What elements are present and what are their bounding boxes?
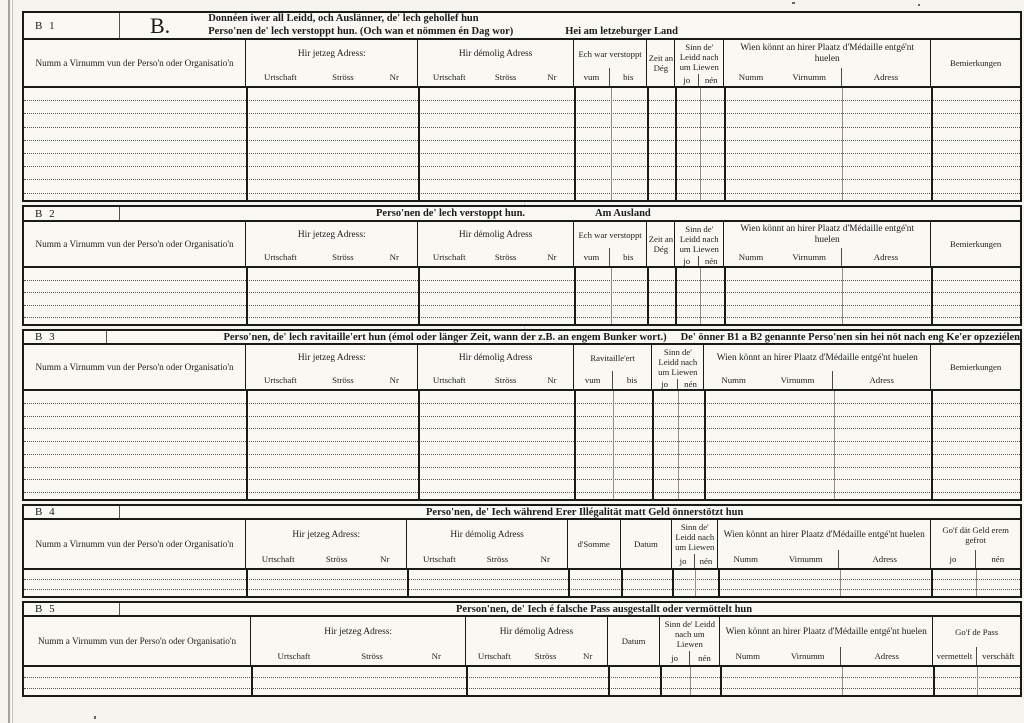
section-b1-title-right: Hei am letzeburger Land — [565, 25, 678, 37]
col-header-geld-erem-gefrot — [931, 520, 1020, 568]
col-label-datum: Datum — [634, 539, 658, 549]
col-header-jetzeg-adress — [246, 345, 418, 389]
sub-col-label: jo — [660, 651, 689, 665]
ruled-row — [24, 468, 1020, 481]
column-divider — [704, 391, 706, 499]
form-page — [22, 11, 1022, 700]
col-label-demolig-adress: Hir démolig Adress — [450, 529, 524, 540]
sub-col-label: Ströss — [332, 375, 354, 385]
sub-col-label: Urtschaft — [477, 651, 511, 661]
sub-col-label: nén — [698, 653, 711, 663]
column-divider — [647, 88, 649, 200]
col-header-demolig-adress — [407, 520, 567, 568]
col-label-zeit-an-deg: Zeit an Dég — [648, 234, 674, 254]
sub-col-label: Urtschaft — [263, 375, 297, 385]
col-header-datum — [621, 520, 673, 568]
ruled-row — [24, 180, 1020, 193]
col-header-jetzeg-adress — [246, 222, 418, 266]
sub-column-divider — [611, 268, 612, 324]
sub-col-label: Nr — [547, 72, 557, 82]
sub-col-label: Urtschaft — [432, 252, 466, 262]
col-header-jetzeg-adress — [246, 40, 418, 86]
col-label-datum: Datum — [621, 636, 646, 646]
sub-col-label: nén — [704, 75, 718, 85]
sub-header-row — [672, 554, 717, 568]
column-divider — [621, 570, 623, 596]
col-label-zeit-an-deg: Zeit an Dég — [648, 53, 674, 73]
sub-header-row — [720, 647, 932, 665]
sub-header-row — [246, 371, 417, 389]
col-header-demolig-adress — [466, 617, 607, 665]
table-b2-body — [24, 268, 1020, 324]
ruled-row — [24, 114, 1020, 127]
sub-col-label: bis — [623, 252, 634, 262]
ruled-row — [24, 101, 1020, 114]
column-divider — [933, 667, 935, 695]
sub-col-label: Ströss — [361, 651, 383, 661]
col-header-demolig-adress — [418, 345, 573, 389]
sub-col-label: nén — [704, 256, 718, 266]
col-header-jetzeg-adress — [251, 617, 466, 665]
col-label-bemierkungen: Bemierkungen — [950, 362, 1002, 372]
section-b2-header-bar — [24, 207, 1020, 222]
column-divider — [675, 268, 677, 324]
col-header-demolig-adress — [418, 222, 573, 266]
form-section-b2 — [22, 205, 1022, 326]
sub-col-label: Numm — [738, 252, 764, 262]
sub-column-divider — [977, 667, 978, 695]
section-b4-title — [120, 507, 1020, 518]
ruled-row — [24, 678, 1020, 689]
sub-header-row — [724, 68, 930, 86]
col-label-numm: Numm a Virnumm vun der Perso'n oder Organisatio'n — [35, 57, 234, 68]
sub-col-label: Nr — [547, 375, 557, 385]
section-b3-id: B 3 — [24, 331, 107, 343]
ruled-row — [24, 306, 1020, 319]
ruled-row — [24, 167, 1020, 180]
sub-col-label: verschäft — [982, 651, 1015, 661]
sub-col-label: nén — [684, 379, 697, 389]
sub-col-label: Adress — [873, 252, 899, 262]
section-b1-id: B 1 — [24, 13, 120, 38]
col-header-zeit-an-deg — [647, 222, 675, 266]
column-divider — [407, 570, 409, 596]
sub-column-divider — [842, 268, 843, 324]
column-divider — [568, 570, 570, 596]
section-b1-title-line2: Perso'nen de' lech verstoppt hun. (Och wan et nömmen én Dag wor) — [208, 25, 514, 37]
sub-header-row — [251, 647, 465, 665]
col-label-medaille: Wien könnt an hirer Plaatz d'Médaille entgé'nt huelen — [723, 529, 925, 540]
col-label-bemierkungen: Bemierkungen — [950, 58, 1002, 68]
ruled-row — [24, 667, 1020, 678]
sub-col-label: Urtschaft — [263, 72, 297, 82]
col-label-bemierkungen: Bemierkungen — [950, 239, 1002, 249]
col-label-um-liewen: Sinn de' Leidd nach um Liewen — [679, 42, 719, 72]
ruled-row — [24, 417, 1020, 430]
section-b5-id: B 5 — [24, 603, 120, 615]
section-b2-title-main: Perso'nen de' lech verstoppt hun. — [376, 208, 526, 219]
col-label-um-liewen: Sinn de' Leidd nach um Liewen — [675, 522, 715, 552]
col-label-somme: d'Somme — [577, 539, 610, 549]
col-label-medaille: Wien könnt an hirer Plaatz d'Médaille entgé'nt huelen — [740, 43, 915, 64]
sub-column-divider — [695, 570, 696, 596]
sub-header-row — [407, 550, 566, 568]
form-section-b5 — [22, 601, 1022, 697]
table-b4-column-headers — [24, 520, 1020, 570]
col-label-medaille: Wien könnt an hirer Plaatz d'Médaille entgé'nt huelen — [716, 352, 918, 363]
sub-header-row — [574, 68, 647, 86]
ruled-row — [24, 88, 1020, 101]
col-header-medaille — [724, 222, 931, 266]
col-header-somme — [568, 520, 621, 568]
col-label-demolig-adress: Hir démolig Adress — [458, 352, 533, 363]
col-header-numm — [24, 345, 246, 389]
sub-column-divider — [700, 268, 701, 324]
col-header-um-liewen — [660, 617, 720, 665]
sub-col-label: Urtschaft — [263, 252, 297, 262]
sub-col-label: Ströss — [534, 651, 557, 661]
table-b3-column-headers — [24, 345, 1020, 391]
sub-col-label: Virnumm — [778, 248, 842, 266]
ruled-row — [24, 293, 1020, 306]
col-header-medaille — [704, 345, 931, 389]
sub-col-label: Numm — [721, 375, 746, 385]
col-label-um-liewen: Sinn de' Leidd nach um Liewen — [658, 347, 698, 377]
col-header-um-liewen — [652, 345, 704, 389]
sub-header-row — [574, 248, 647, 266]
column-divider — [246, 391, 248, 499]
col-header-numm — [24, 520, 246, 568]
sub-header-row — [675, 256, 723, 266]
sub-col-label: Urtschaft — [432, 72, 466, 82]
section-b1-title — [208, 13, 678, 38]
sub-column-divider — [700, 88, 701, 200]
column-divider — [466, 667, 468, 695]
sub-col-label: Ströss — [494, 72, 517, 82]
col-header-um-liewen — [675, 222, 724, 266]
col-label-demolig-adress: Hir démolig Adress — [499, 626, 574, 637]
column-divider — [931, 268, 933, 324]
col-header-verstoppt — [574, 222, 648, 266]
col-label-ravitailleert: Ravitaille'ert — [590, 353, 635, 363]
ruled-row — [24, 281, 1020, 294]
sub-col-label: jo — [652, 379, 677, 389]
ruled-row — [24, 404, 1020, 417]
section-b5-title — [120, 604, 1020, 615]
ruled-row — [24, 580, 1020, 590]
sub-header-row — [718, 550, 930, 568]
column-divider — [672, 570, 674, 596]
sub-col-label: vum — [574, 371, 613, 389]
sub-col-label: vermettelt — [933, 647, 976, 665]
sub-col-label: Ströss — [332, 72, 354, 82]
sub-column-divider — [842, 88, 843, 200]
sub-col-label: Numm — [733, 554, 758, 564]
sub-column-divider — [840, 570, 841, 596]
sub-col-label: jo — [675, 256, 699, 266]
sub-column-divider — [678, 391, 679, 499]
col-header-bemierkungen — [931, 345, 1020, 389]
section-b1-title-line1: Donnéen iwer all Leidd, och Auslänner, de' lech gehollef hun — [208, 13, 479, 24]
section-b3-title-main: Perso'nen, de' lech ravitaille'ert hun (émol oder länger Zeit, wann der z.B. an engem Bunker wort.) — [223, 331, 667, 343]
sub-header-row — [574, 371, 652, 389]
ruled-row — [24, 442, 1020, 455]
sub-col-label: Nr — [582, 651, 593, 661]
col-label-medaille: Wien könnt an hirer Plaatz d'Médaille entgé'nt huelen — [740, 224, 915, 245]
sub-col-label: jo — [931, 550, 975, 568]
sub-header-row — [418, 68, 572, 86]
sub-col-label: Virnumm — [763, 371, 833, 389]
col-label-numm: Numm a Virnumm vun der Perso'n oder Organisatio'n — [35, 238, 234, 249]
section-b3-title — [107, 332, 1020, 343]
col-header-jetzeg-adress — [246, 520, 407, 568]
ruled-row — [24, 268, 1020, 281]
sub-col-label: Virnumm — [775, 647, 841, 665]
column-divider — [418, 391, 420, 499]
column-divider — [418, 88, 420, 200]
scan-speck — [94, 716, 96, 719]
sub-col-label: Nr — [389, 375, 399, 385]
col-label-gof-de-pass: Go'f de Pass — [955, 627, 999, 637]
sub-column-divider — [842, 667, 843, 695]
column-divider — [574, 88, 576, 200]
sub-column-divider — [690, 667, 691, 695]
table-b1-body — [24, 88, 1020, 200]
sub-column-divider — [611, 88, 612, 200]
col-label-demolig-adress: Hir démolig Adress — [458, 48, 533, 59]
col-label-verstoppt: Ech war verstoppt — [578, 230, 642, 240]
sub-header-row — [724, 248, 930, 266]
scan-speck — [918, 4, 920, 6]
sub-col-label: Nr — [389, 252, 399, 262]
sub-col-label: Urtschaft — [277, 651, 311, 661]
col-label-jetzeg-adress: Hir jetzeg Adress: — [297, 48, 366, 59]
form-section-b1 — [22, 11, 1022, 202]
sub-col-label: Urtschaft — [422, 554, 456, 564]
ruled-row — [24, 455, 1020, 468]
sub-col-label: Adress — [872, 554, 897, 564]
section-b4-id: B 4 — [24, 506, 120, 518]
sub-col-label: Nr — [431, 651, 441, 661]
column-divider — [718, 570, 720, 596]
column-divider — [724, 268, 726, 324]
col-label-medaille: Wien könnt an hirer Plaatz d'Médaille entgé'nt huelen — [725, 626, 927, 637]
table-b2-column-headers — [24, 222, 1020, 268]
column-divider — [724, 88, 726, 200]
sub-col-label: Ströss — [332, 252, 354, 262]
sub-col-label: jo — [675, 74, 699, 86]
section-b3-title-note: De' önner B1 a B2 genannte Perso'nen sin hei nöt nach eng Ke'er opzeziélen — [680, 331, 1020, 343]
col-header-um-liewen — [675, 40, 724, 86]
column-divider — [246, 570, 248, 596]
section-b2-title — [120, 208, 1020, 219]
section-b1-header-bar — [24, 13, 1020, 40]
column-divider — [251, 667, 253, 695]
sub-col-label: vum — [574, 68, 610, 86]
col-header-medaille — [720, 617, 933, 665]
col-header-numm — [24, 222, 246, 266]
sub-header-row — [246, 550, 406, 568]
sub-header-row — [660, 651, 719, 665]
column-divider — [931, 391, 933, 499]
col-header-um-liewen — [672, 520, 718, 568]
col-label-numm: Numm a Virnumm vun der Perso'n oder Organisatio'n — [35, 361, 234, 372]
ruled-row — [24, 391, 1020, 404]
ruled-row — [24, 141, 1020, 154]
col-label-jetzeg-adress: Hir jetzeg Adress: — [297, 229, 366, 240]
col-header-medaille — [718, 520, 931, 568]
sub-col-label: Adress — [874, 651, 899, 661]
section-b2-title-note: Am Ausland — [595, 208, 651, 219]
section-b2-id: B 2 — [24, 207, 120, 220]
table-b5-column-headers — [24, 617, 1020, 667]
sub-col-label: Nr — [380, 554, 390, 564]
col-header-bemierkungen — [931, 222, 1020, 266]
section-b5-header-bar — [24, 603, 1020, 617]
section-b4-header-bar — [24, 506, 1020, 520]
column-divider — [647, 268, 649, 324]
sub-col-label: Ströss — [486, 554, 509, 564]
sub-header-row — [418, 248, 572, 266]
column-divider — [246, 268, 248, 324]
ruled-row — [24, 154, 1020, 167]
col-header-zeit-an-deg — [647, 40, 675, 86]
sub-col-label: Nr — [547, 252, 557, 262]
col-label-jetzeg-adress: Hir jetzeg Adress: — [324, 626, 392, 637]
sub-col-label: vum — [574, 248, 610, 266]
sub-col-label: Ströss — [494, 252, 517, 262]
column-divider — [608, 667, 610, 695]
col-label-geld-erem-gefrot: Go'f dät Geld erem gefrot — [942, 525, 1009, 545]
col-label-numm: Numm a Virnumm vun der Perso'n oder Organisatio'n — [37, 635, 237, 646]
col-label-jetzeg-adress: Hir jetzeg Adress: — [297, 352, 366, 363]
scan-margin-rule — [8, 0, 13, 723]
sub-col-label: Ströss — [494, 375, 517, 385]
sub-col-label: Numm — [738, 72, 764, 82]
sub-col-label: jo — [672, 554, 694, 568]
sub-col-label: Adress — [869, 375, 894, 385]
column-divider — [931, 570, 933, 596]
sub-col-label: Numm — [735, 651, 760, 661]
col-label-um-liewen: Sinn de' Leidd nach um Liewen — [679, 224, 719, 254]
sub-column-divider — [976, 570, 977, 596]
col-header-datum — [608, 617, 661, 665]
ruled-row — [24, 480, 1020, 493]
sub-column-divider — [834, 391, 835, 499]
sub-col-label: Nr — [389, 72, 399, 82]
col-label-jetzeg-adress: Hir jetzeg Adress: — [292, 529, 361, 540]
section-b3-header-bar — [24, 331, 1020, 345]
sub-col-label: Nr — [540, 554, 550, 564]
ruled-row — [24, 128, 1020, 141]
sub-header-row — [675, 74, 723, 86]
sub-col-label: Ströss — [325, 554, 348, 564]
column-divider — [931, 88, 933, 200]
column-divider — [574, 268, 576, 324]
sub-header-row — [466, 647, 606, 665]
sub-header-row — [933, 647, 1020, 665]
column-divider — [660, 667, 662, 695]
sub-header-row — [246, 248, 417, 266]
sub-col-label: Virnumm — [778, 68, 842, 86]
col-header-gof-de-pass — [933, 617, 1020, 665]
sub-col-label: Virnumm — [773, 550, 839, 568]
sub-header-row — [704, 371, 930, 389]
form-section-b3 — [22, 329, 1022, 501]
table-b1-column-headers — [24, 40, 1020, 88]
sub-col-label: Adress — [873, 72, 899, 82]
col-header-bemierkungen — [931, 40, 1020, 86]
sub-col-label: Urtschaft — [261, 554, 295, 564]
col-header-ravitailleert — [574, 345, 653, 389]
col-label-um-liewen: Sinn de' Leidd nach um Liewen — [664, 619, 715, 649]
section-b4-title-main: Perso'nen, de' Iech während Erer Illégalität matt Geld önnerstötzt hun — [426, 506, 744, 518]
section-b1-letter: B. — [150, 12, 171, 38]
sub-col-label: Urtschaft — [432, 375, 466, 385]
column-divider — [246, 88, 248, 200]
table-b3-body — [24, 391, 1020, 499]
table-b4-body — [24, 570, 1020, 596]
column-divider — [675, 88, 677, 200]
sub-column-divider — [613, 391, 614, 499]
col-header-medaille — [724, 40, 931, 86]
column-divider — [418, 268, 420, 324]
ruled-row — [24, 429, 1020, 442]
section-b5-title-main: Person'nen, de' Iech é falsche Pass ausgestallt oder vermöttelt hun — [456, 603, 753, 615]
col-label-verstoppt: Ech war verstoppt — [578, 49, 642, 59]
col-header-numm — [24, 617, 251, 665]
sub-col-label: bis — [626, 375, 638, 385]
table-b5-body — [24, 667, 1020, 695]
col-header-numm — [24, 40, 246, 86]
col-label-demolig-adress: Hir démolig Adress — [458, 229, 533, 240]
col-label-numm: Numm a Virnumm vun der Perso'n oder Organisatio'n — [35, 538, 234, 549]
sub-header-row — [931, 550, 1020, 568]
sub-col-label: nén — [991, 554, 1005, 564]
sub-col-label: nén — [699, 556, 713, 566]
scan-speck — [792, 2, 795, 4]
col-header-verstoppt — [574, 40, 648, 86]
sub-header-row — [418, 371, 572, 389]
form-section-b4 — [22, 504, 1022, 598]
column-divider — [574, 391, 576, 499]
sub-header-row — [246, 68, 417, 86]
ruled-row — [24, 570, 1020, 580]
column-divider — [652, 391, 654, 499]
col-header-demolig-adress — [418, 40, 573, 86]
sub-col-label: bis — [623, 72, 634, 82]
column-divider — [720, 667, 722, 695]
sub-header-row — [652, 379, 703, 389]
